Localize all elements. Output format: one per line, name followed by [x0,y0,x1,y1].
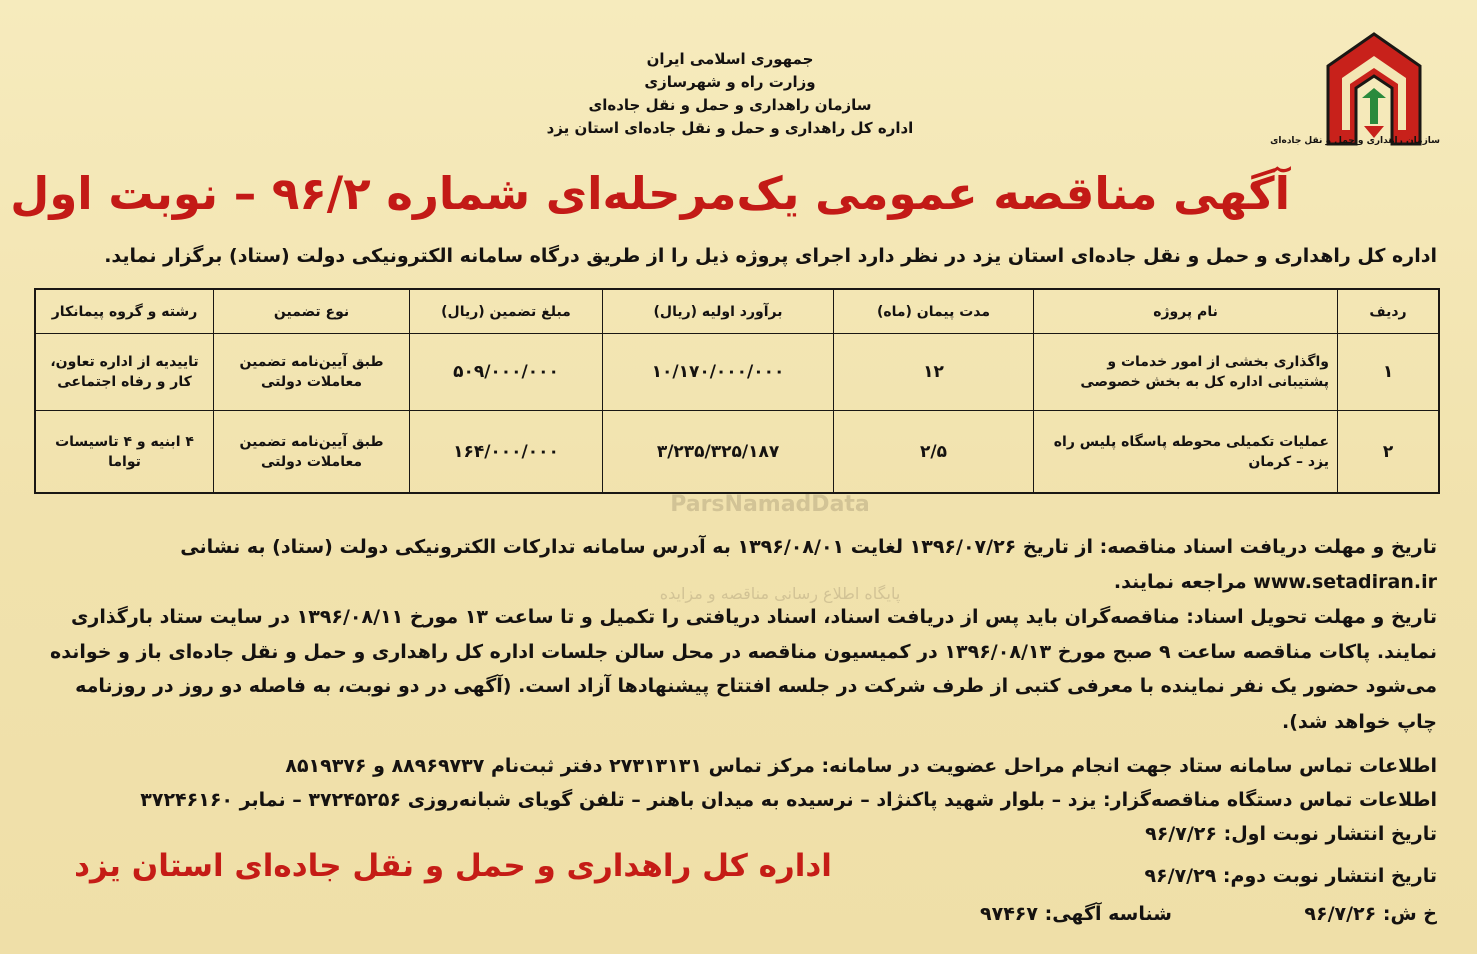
submission-line: چاپ خواهد شد). [1282,711,1437,733]
footer-organization: اداره کل راهداری و حمل و نقل جاده‌ای استان یزد [74,848,832,884]
doc-deadline-line-2 [27,566,1437,598]
table-cell-radif: ۱ [1337,334,1438,411]
doc-deadline-line: تاریخ و مهلت دریافت اسناد مناقصه: از تاریخ ۱۳۹۶/۰۷/۲۶ لغایت ۱۳۹۶/۰۸/۰۱ به آدرس سامانه تدارکات الکترونیکی دولت (ستاد) به نشانی [180,536,1437,558]
setad-url[interactable]: www.setadiran.ir [1253,571,1437,593]
issuer-line: اداره کل راهداری و حمل و نقل جاده‌ای استان یزد [546,119,914,137]
table-cell-estimate: ۱۰/۱۷۰/۰۰۰/۰۰۰ [602,334,833,411]
ad-id: شناسه آگهی: ۹۷۴۶۷ [980,903,1172,925]
intro-paragraph: اداره کل راهداری و حمل و نقل جاده‌ای استان یزد در نظر دارد اجرای پروژه ذیل را از طریق درگاه سامانه الکترونیکی دولت (ستاد) برگزار نماید. [104,245,1437,267]
projects-table [34,288,1440,494]
publish-date-first: تاریخ انتشار نوبت اول: ۹۶/۷/۲۶ [1145,823,1437,845]
submission-line: می‌شود حضور یک نفر نماینده با معرفی کتبی از طرف شرکت در جلسه افتتاح پیشنهادها آزاد است. (آگهی در دو نوبت، به فاصله دو روز در روزنامه [75,675,1437,697]
issuer-block [520,48,940,140]
table-header-cell: ردیف [1337,290,1438,334]
table-cell-guarantee-type: طبق آیین‌نامه تضمین معاملات دولتی [213,411,409,492]
table-header-cell: نوع تضمین [213,290,409,334]
watermark-brand: ParsNamadData [670,492,870,517]
table-cell-guarantee-type: طبق آیین‌نامه تضمین معاملات دولتی [213,334,409,411]
table-header-cell: رشته و گروه پیمانکار [36,290,213,334]
table-header-cell: مبلغ تضمین (ریال) [409,290,602,334]
table-header-cell: برآورد اولیه (ریال) [602,290,833,334]
table-header-cell: نام پروژه [1033,290,1337,334]
issuer-line: وزارت راه و شهرسازی [644,73,816,91]
table-cell-estimate: ۳/۲۳۵/۳۲۵/۱۸۷ [602,411,833,492]
table-cell-project: عملیات تکمیلی محوطه پاسگاه پلیس راه یزد – کرمان [1033,411,1337,492]
table-header-cell: مدت پیمان (ماه) [833,290,1033,334]
table-cell-radif: ۲ [1337,411,1438,492]
table-cell-duration: ۲/۵ [833,411,1033,492]
khsh-date: خ ش: ۹۶/۷/۲۶ [1304,903,1437,925]
issuer-line: جمهوری اسلامی ایران [646,50,814,68]
table-cell-contractor-group: ۴ ابنیه و ۴ تاسیسات تواما [55,433,194,470]
table-cell-contractor-group: تاییدیه از اداره تعاون، کار و رفاه اجتماعی [36,334,213,411]
doc-deadline-tail: مراجعه نمایند. [1113,571,1247,593]
table-cell-guarantee-amount: ۱۶۴/۰۰۰/۰۰۰ [409,411,602,492]
submission-line: نمایند. پاکات مناقصه ساعت ۹ صبح مورخ ۱۳۹۶/۰۸/۱۳ در کمیسیون مناقصه در محل سالن جلسات اداره کل راهداری و حمل و نقل جاده‌ای باز و خوانده [50,641,1437,663]
contact-organizer: اطلاعات تماس دستگاه مناقصه‌گزار: یزد – بلوار شهید پاکنژاد – نرسیده به میدان باهنر – تلفن گویای شبانه‌روزی ۳۷۲۴۵۲۵۶ – نمابر ۳۷۲۴۶۱۶۰ [140,789,1437,811]
publish-date-second: تاریخ انتشار نوبت دوم: ۹۶/۷/۲۹ [1144,865,1437,887]
table-cell-project: واگذاری بخشی از امور خدمات و پشتیبانی اداره کل به بخش خصوصی [1033,334,1337,411]
contact-setad: اطلاعات تماس سامانه ستاد جهت انجام مراحل عضویت در سامانه: مرکز تماس ۲۷۳۱۳۱۳۱ دفتر ثبت‌نام ۸۸۹۶۹۷۳۷ و ۸۵۱۹۳۷۶ [285,755,1437,777]
tender-headline: آگهی مناقصه عمومی یک‌مرحله‌ای شماره ۹۶/۲ – نوبت اول [10,167,1290,220]
table-cell-guarantee-amount: ۵۰۹/۰۰۰/۰۰۰ [409,334,602,411]
submission-line: تاریخ و مهلت تحویل اسناد: مناقصه‌گران باید پس از دریافت اسناد، اسناد دریافتی را تکمیل و تا ساعت ۱۳ مورخ ۱۳۹۶/۰۸/۱۱ در سایت ستاد بارگذاری [70,606,1437,628]
issuer-line: سازمان راهداری و حمل و نقل جاده‌ای [588,96,872,114]
table-cell-duration: ۱۲ [833,334,1033,411]
logo-caption: سازمان راهداری و حمل و نقل جاده‌ای [1270,136,1440,146]
watermark-tagline: پایگاه اطلاع رسانی مناقصه و مزایده [659,584,901,603]
